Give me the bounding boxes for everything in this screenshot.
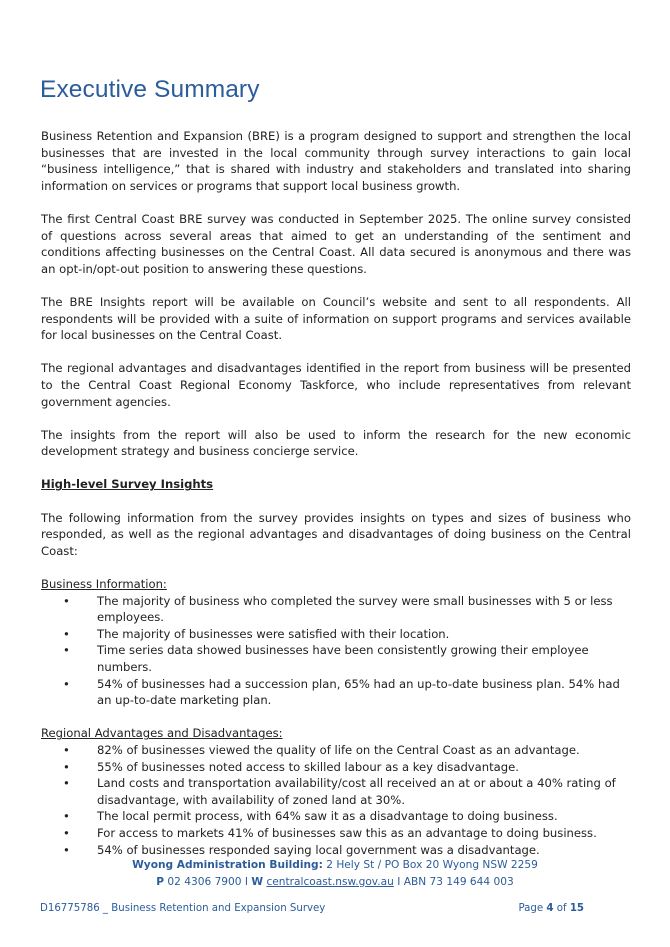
bullet-icon: • — [63, 742, 70, 757]
bullet-icon: • — [63, 809, 70, 824]
phone-number: 02 4306 7900 — [167, 876, 242, 888]
insights-heading: High-level Survey Insights — [41, 477, 214, 492]
business-info-heading: Business Information: — [41, 577, 167, 592]
list-item: • The majority of business who completed the survey were small businesses with 5 or less employees. — [63, 593, 613, 625]
paragraph: Business Retention and Expansion (BRE) is a program designed to support and strengthen the local businesses that are invested in the local community through survey interactions to gain local “business intelligence,” that is shared with industry and stakeholders and translated into sharing information on services or programs that support local business growth. — [41, 129, 631, 193]
bullet-icon: • — [63, 825, 70, 840]
paragraph: The first Central Coast BRE survey was conducted in September 2025. The online survey consisted of questions across several areas that aimed to get an understanding of the sentiment and conditions affecting businesses on the Central Coast. All data secured is anonymous and there was an opt-in/opt-out position to answering these questions. — [41, 211, 631, 276]
page-title: Executive Summary — [40, 76, 260, 103]
list-item: • 55% of businesses noted access to skilled labour as a key disadvantage. — [63, 759, 519, 774]
list-item: • The majority of businesses were satisfied with their location. — [63, 626, 450, 641]
bullet-icon: • — [63, 776, 70, 791]
insights-intro: The following information from the survey provides insights on types and sizes of business who responded, as well as the regional advantages and disadvantages of doing business on the Central Coast: — [41, 510, 631, 558]
bullet-icon: • — [63, 842, 70, 857]
footer-address — [0, 859, 670, 871]
web-label: W — [251, 876, 264, 888]
separator: I — [244, 876, 249, 888]
phone-label: P — [156, 876, 165, 888]
paragraph: The BRE Insights report will be available on Council’s website and sent to all respondents. All respondents will be provided with a suite of information on support programs and services available for local businesses on the Central Coast. — [41, 294, 631, 343]
bullet-icon: • — [63, 759, 70, 774]
list-item: • 54% of businesses had a succession plan, 65% had an up-to-date business plan. 54% had an up-to-date marketing plan. — [63, 676, 620, 708]
bullet-icon: • — [63, 626, 70, 641]
website-link[interactable]: centralcoast.nsw.gov.au — [266, 876, 394, 888]
paragraph: The regional advantages and disadvantages identified in the report from business will be presented to the Central Coast Regional Economy Taskforce, who include representatives from relevant government agencies. — [41, 361, 631, 409]
address-text: 2 Hely St / PO Box 20 Wyong NSW 2259 — [326, 859, 538, 871]
bullet-icon: • — [63, 593, 70, 608]
list-item: • Time series data showed businesses have been consistently growing their employee numbers. — [63, 643, 589, 674]
list-item: • Land costs and transportation availability/cost all received an at or about a 40% rating of disadvantage, with availability of zoned land at 30%. — [63, 776, 616, 807]
page-number: Page 4 of 15 — [518, 903, 584, 914]
paragraph: The insights from the report will also be used to inform the research for the new economic development strategy and business concierge service. — [41, 427, 631, 459]
list-item: • The local permit process, with 64% saw it as a disadvantage to doing business. — [63, 809, 558, 824]
regional-list — [41, 742, 631, 858]
list-item: • For access to markets 41% of businesses saw this as an advantage to doing business. — [63, 825, 597, 840]
business-info-list — [41, 593, 631, 709]
bullet-icon: • — [63, 643, 70, 658]
document-body — [41, 128, 631, 875]
footer-contact — [0, 876, 670, 888]
document-id: D16775786 _ Business Retention and Expansion Survey — [40, 903, 326, 914]
building-label: Wyong Administration Building: — [132, 859, 323, 871]
list-item: • 54% of businesses responded saying local government was a disadvantage. — [63, 842, 540, 857]
bullet-icon: • — [63, 676, 70, 691]
abn-text: I ABN 73 149 644 003 — [397, 876, 514, 888]
list-item: • 82% of businesses viewed the quality of life on the Central Coast as an advantage. — [63, 742, 580, 757]
regional-heading: Regional Advantages and Disadvantages: — [41, 726, 283, 741]
